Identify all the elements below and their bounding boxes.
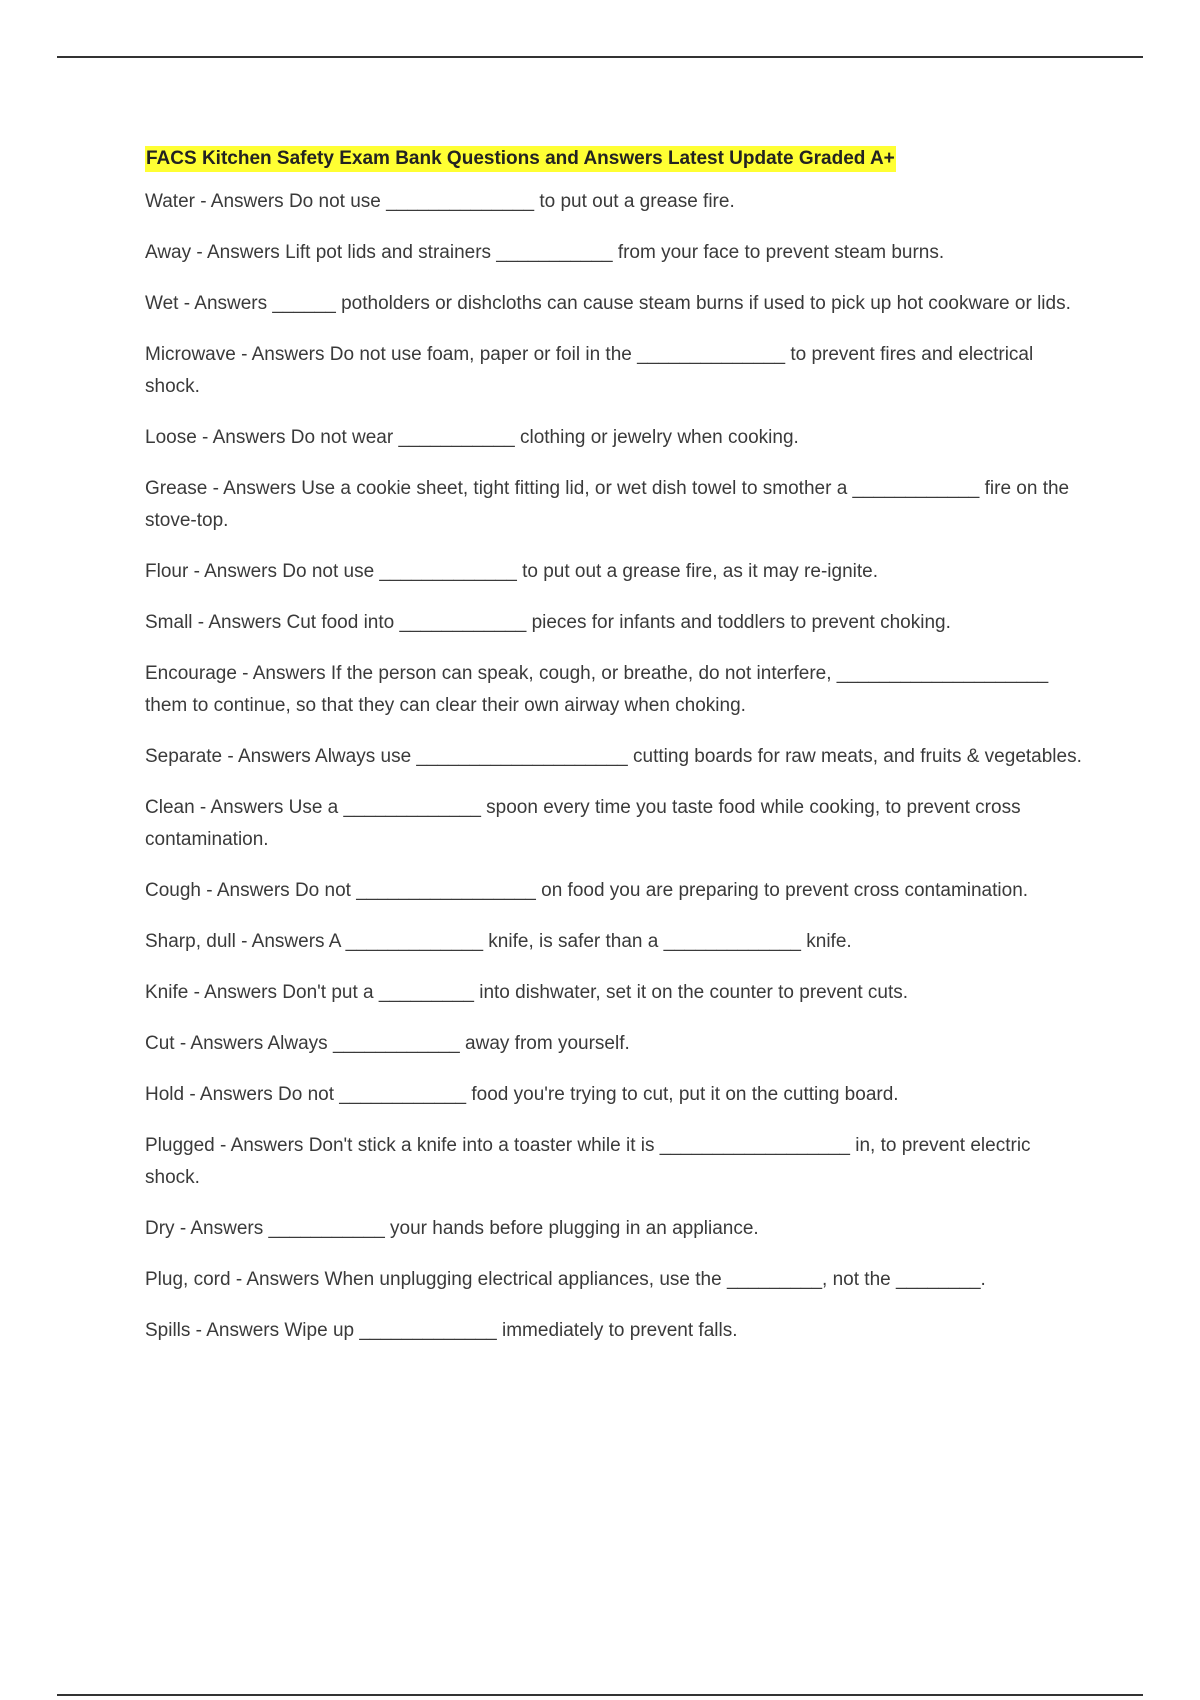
qa-item: Microwave - Answers Do not use foam, paper or foil in the ______________ to prevent fires and electrical shock.	[145, 344, 1034, 397]
qa-item: Separate - Answers Always use ____________________ cutting boards for raw meats, and fruits & vegetables.	[145, 746, 1082, 767]
qa-item: Clean - Answers Use a _____________ spoon every time you taste food while cooking, to prevent cross contamination.	[145, 797, 1021, 850]
qa-item: Dry - Answers ___________ your hands before plugging in an appliance.	[145, 1218, 759, 1239]
document-title: FACS Kitchen Safety Exam Bank Questions and Answers Latest Update Graded A+	[145, 146, 896, 172]
bottom-rule	[57, 1694, 1143, 1696]
qa-item: Water - Answers Do not use ______________ to put out a grease fire.	[145, 191, 735, 212]
qa-item: Cough - Answers Do not _________________ on food you are preparing to prevent cross contamination.	[145, 880, 1029, 901]
qa-item: Plugged - Answers Don't stick a knife into a toaster while it is __________________ in, to prevent electric shock.	[145, 1135, 1031, 1188]
qa-item: Away - Answers Lift pot lids and strainers ___________ from your face to prevent steam burns.	[145, 242, 945, 263]
qa-item: Small - Answers Cut food into ____________ pieces for infants and toddlers to prevent choking.	[145, 612, 951, 633]
qa-item: Cut - Answers Always ____________ away from yourself.	[145, 1033, 630, 1054]
top-rule	[57, 56, 1143, 58]
qa-item: Knife - Answers Don't put a _________ into dishwater, set it on the counter to prevent cuts.	[145, 982, 909, 1003]
qa-item: Wet - Answers ______ potholders or dishcloths can cause steam burns if used to pick up hot cookware or lids.	[145, 293, 1071, 314]
qa-item: Hold - Answers Do not ____________ food you're trying to cut, put it on the cutting board.	[145, 1084, 899, 1105]
qa-item: Grease - Answers Use a cookie sheet, tight fitting lid, or wet dish towel to smother a ____________ fire on the stove-top.	[145, 478, 1070, 531]
qa-item: Spills - Answers Wipe up _____________ immediately to prevent falls.	[145, 1320, 738, 1341]
qa-item: Flour - Answers Do not use _____________ to put out a grease fire, as it may re-ignite.	[145, 561, 878, 582]
qa-item: Sharp, dull - Answers A _____________ knife, is safer than a _____________ knife.	[145, 931, 852, 952]
qa-item: Loose - Answers Do not wear ___________ clothing or jewelry when cooking.	[145, 427, 799, 448]
qa-item: Plug, cord - Answers When unplugging electrical appliances, use the _________, not the ________.	[145, 1269, 986, 1290]
document-body	[145, 146, 1085, 1366]
qa-item: Encourage - Answers If the person can speak, cough, or breathe, do not interfere, ____________________ them to continue, so that they can clear their own airway when choking.	[145, 663, 1049, 716]
